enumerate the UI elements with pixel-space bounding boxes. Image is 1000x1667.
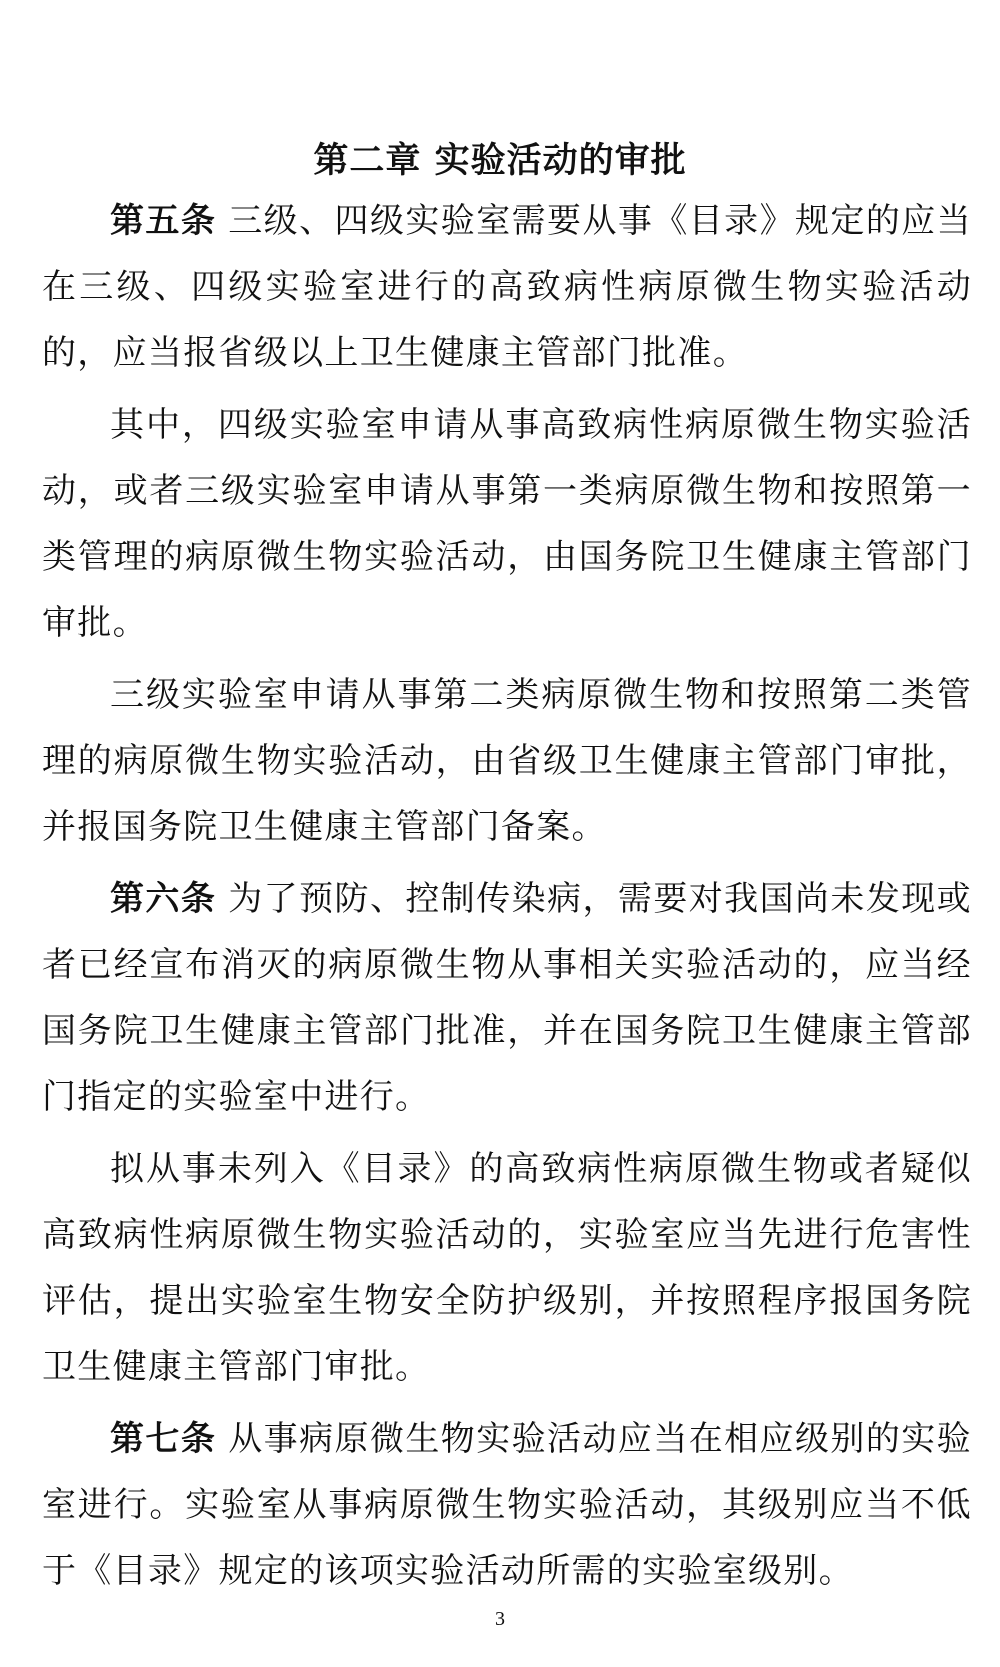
article-6-paragraph-1	[42, 866, 972, 1130]
article-7-paragraph-1	[42, 1406, 972, 1604]
paragraph-text: 三级、四级实验室需要从事《目录》规定的应当在三级、四级实验室进行的高致病性病原微生物实验活动的，应当报省级以上卫生健康主管部门批准。	[42, 201, 972, 373]
page-number: 3	[495, 1608, 505, 1630]
paragraph-text: 为了预防、控制传染病，需要对我国尚未发现或者已经宣布消灭的病原微生物从事相关实验活动的，应当经国务院卫生健康主管部门批准，并在国务院卫生健康主管部门指定的实验室中进行。	[42, 879, 972, 1117]
article-5-paragraph-2	[42, 392, 972, 656]
paragraph-text: 三级实验室申请从事第二类病原微生物和按照第二类管理的病原微生物实验活动，由省级卫生健康主管部门审批，并报国务院卫生健康主管部门备案。	[42, 675, 972, 847]
article-6-paragraph-2	[42, 1136, 972, 1400]
article-label: 第五条	[110, 201, 217, 241]
paragraph-text: 拟从事未列入《目录》的高致病性病原微生物或者疑似高致病性病原微生物实验活动的，实验室应当先进行危害性评估，提出实验室生物安全防护级别，并按照程序报国务院卫生健康主管部门审批。	[42, 1149, 972, 1387]
paragraph-text: 其中，四级实验室申请从事高致病性病原微生物实验活动，或者三级实验室申请从事第一类病原微生物和按照第一类管理的病原微生物实验活动，由国务院卫生健康主管部门审批。	[42, 405, 972, 643]
article-label: 第七条	[110, 1419, 217, 1459]
document-body	[42, 188, 972, 1604]
article-5-paragraph-3	[42, 662, 972, 860]
article-5-paragraph-1	[42, 188, 972, 386]
paragraph-text: 从事病原微生物实验活动应当在相应级别的实验室进行。实验室从事病原微生物实验活动，其级别应当不低于《目录》规定的该项实验活动所需的实验室级别。	[42, 1419, 972, 1591]
chapter-title: 第二章 实验活动的审批	[313, 141, 687, 181]
article-label: 第六条	[110, 879, 217, 919]
